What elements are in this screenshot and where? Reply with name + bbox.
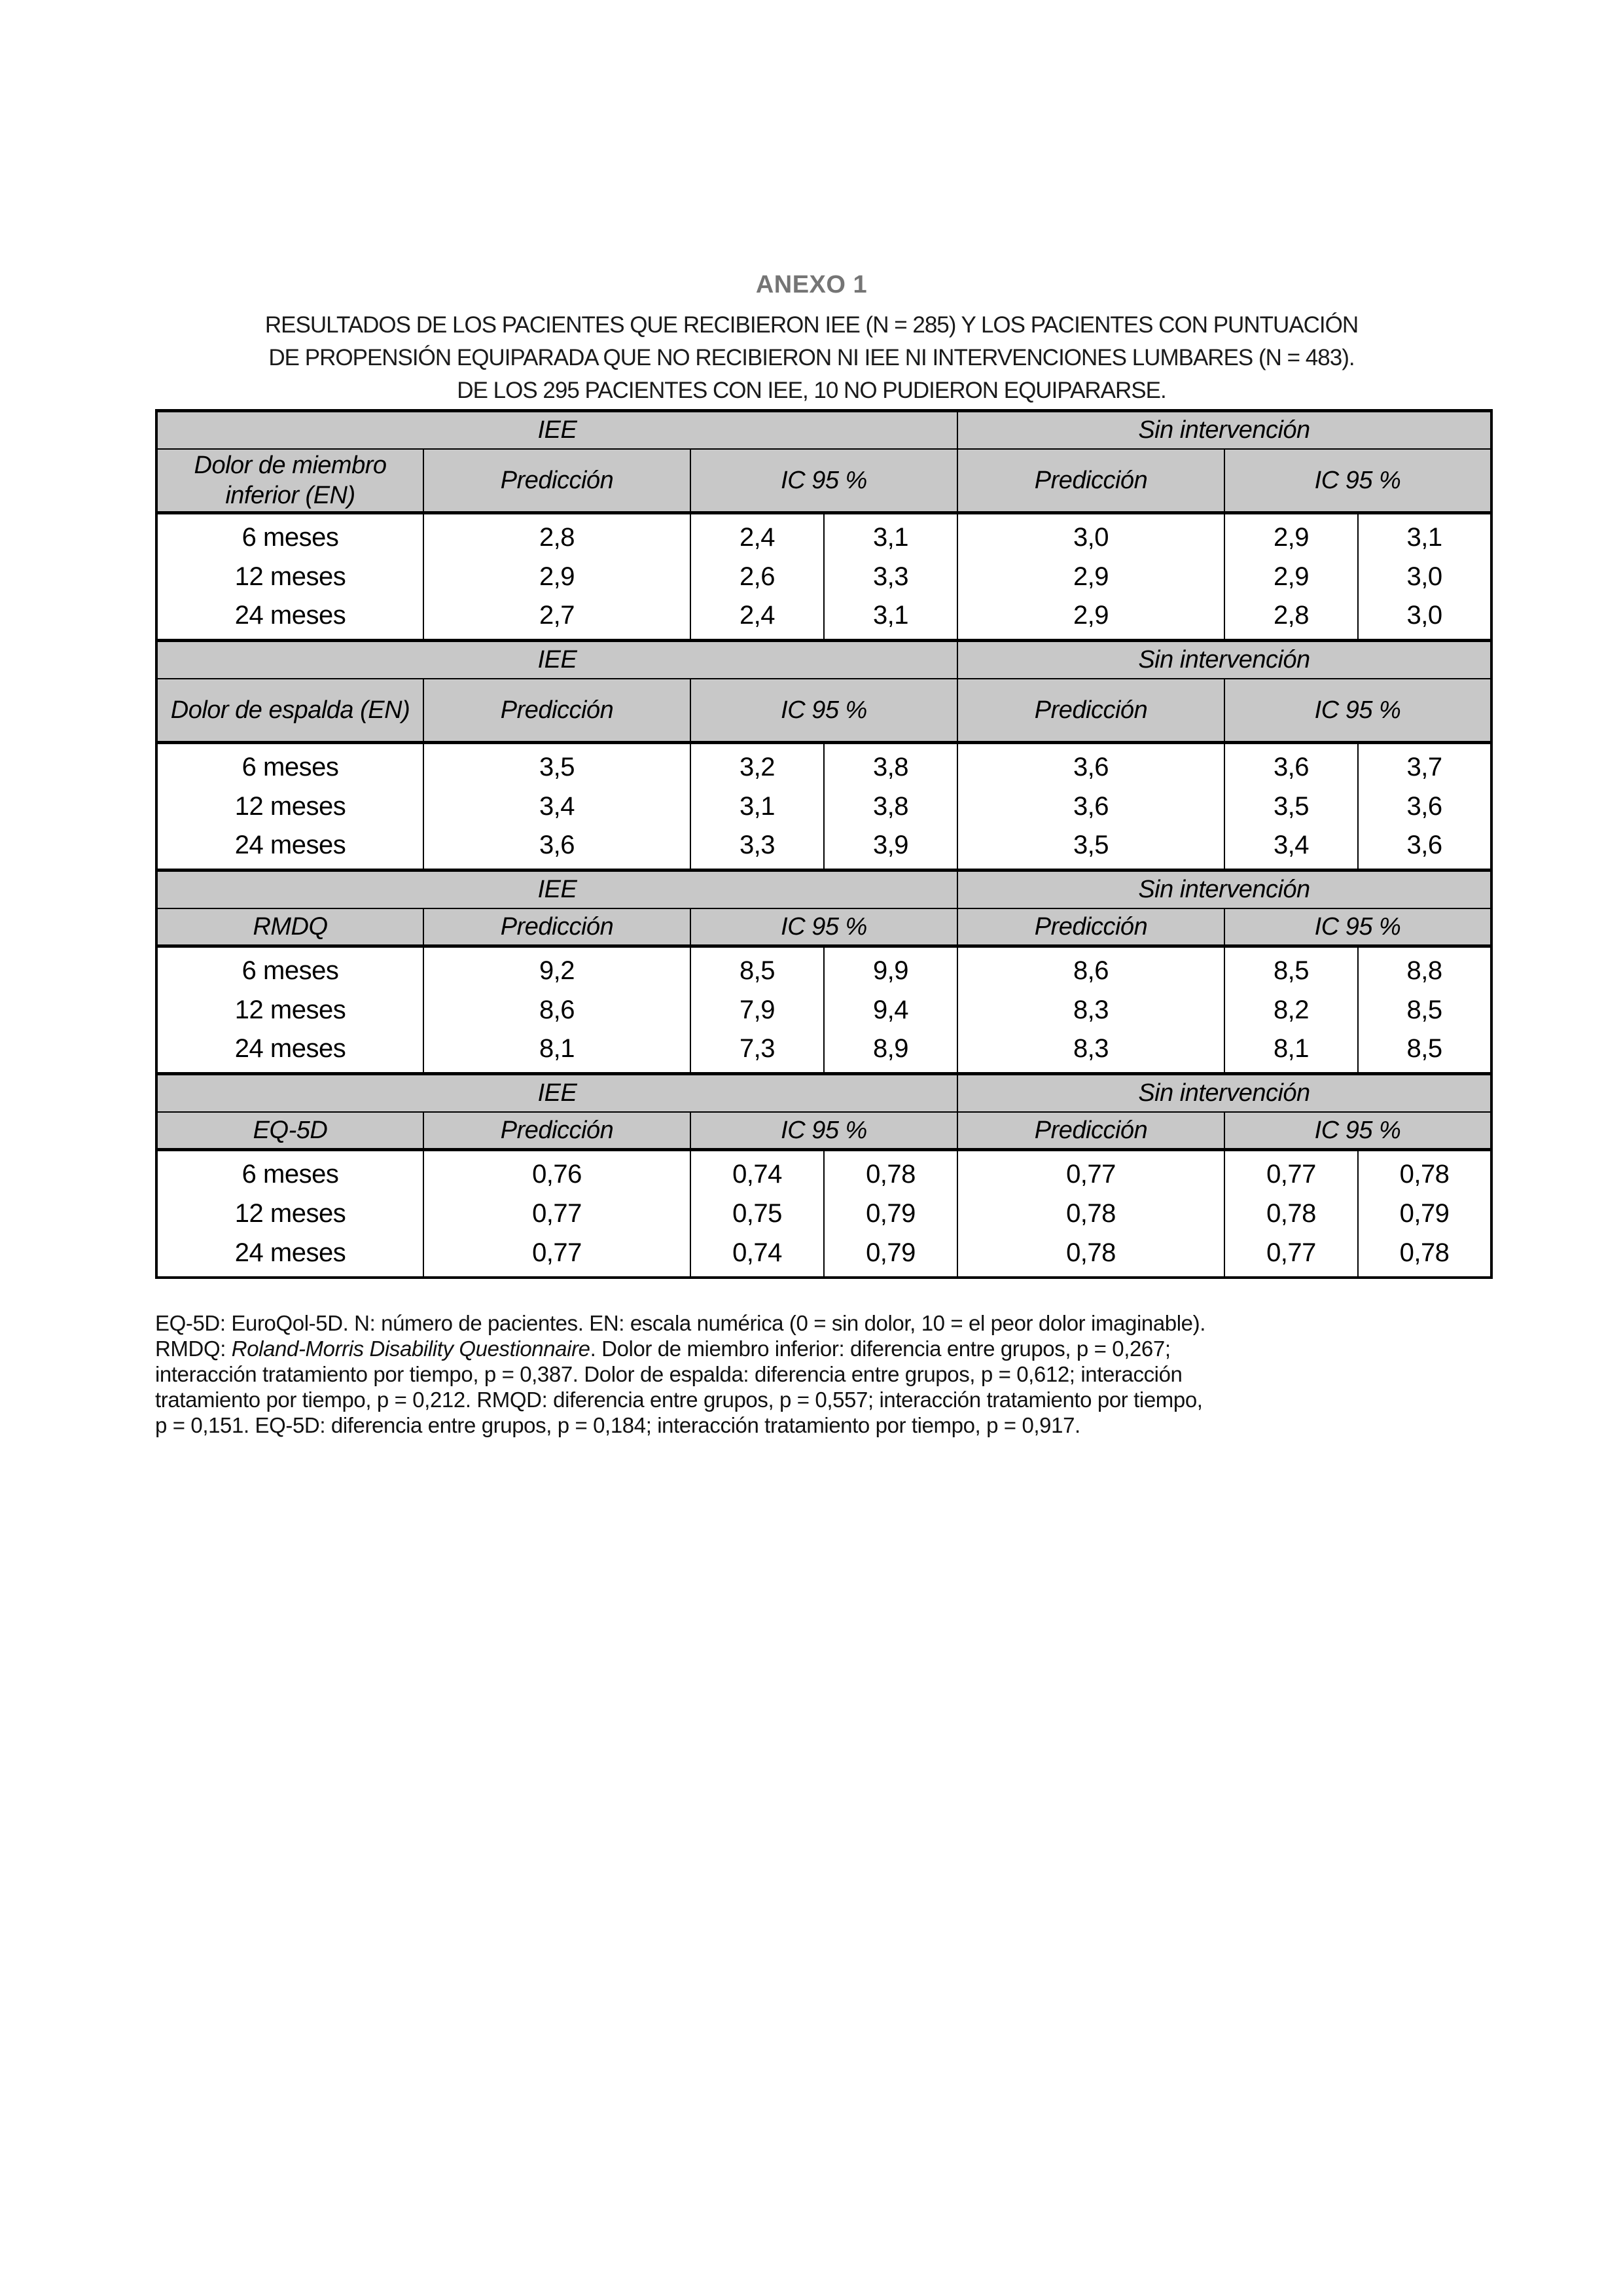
value-cell: 8,6 (957, 946, 1224, 989)
table-row (156, 946, 1491, 989)
value-cell: 2,9 (957, 556, 1224, 598)
col-header-prediction: Predicción (423, 449, 690, 513)
value-cell: 8,2 (1224, 989, 1358, 1031)
table-row (156, 1150, 1491, 1193)
table-row (156, 513, 1491, 556)
caption-line: DE LOS 295 PACIENTES CON IEE, 10 NO PUDIERON EQUIPARARSE. (457, 378, 1166, 403)
table-row (156, 989, 1491, 1031)
col-header-prediction: Predicción (957, 1112, 1224, 1150)
group-header-iee: IEE (156, 641, 957, 679)
row-label: 6 meses (156, 743, 423, 785)
table-row (156, 785, 1491, 828)
footnote-line: interacción tratamiento por tiempo, p = 0,387. Dolor de espalda: diferencia entre grupos, p = 0,612; interacción (155, 1362, 1183, 1386)
col-header-prediction: Predicción (957, 679, 1224, 743)
value-cell: 3,6 (1224, 743, 1358, 785)
value-cell: 0,74 (690, 1150, 824, 1193)
value-cell: 3,6 (957, 785, 1224, 828)
value-cell: 0,75 (690, 1193, 824, 1235)
table-row (156, 828, 1491, 870)
column-header-row (156, 1112, 1491, 1150)
value-cell: 9,9 (824, 946, 957, 989)
row-label: 6 meses (156, 513, 423, 556)
value-cell: 8,5 (690, 946, 824, 989)
footnote-line: tratamiento por tiempo, p = 0,212. RMQD: diferencia entre grupos, p = 0,557; interacción tratamiento por tiempo, (155, 1388, 1203, 1412)
value-cell: 8,3 (957, 989, 1224, 1031)
value-cell: 3,3 (824, 556, 957, 598)
value-cell: 8,9 (824, 1031, 957, 1074)
value-cell: 3,4 (1224, 828, 1358, 870)
table-row (156, 1031, 1491, 1074)
group-header-no-intervention: Sin intervención (957, 870, 1491, 908)
col-header-ci: IC 95 % (1224, 679, 1491, 743)
value-cell: 7,9 (690, 989, 824, 1031)
value-cell: 3,5 (957, 828, 1224, 870)
section-label: RMDQ (156, 908, 423, 946)
col-header-ci: IC 95 % (690, 449, 957, 513)
group-header-iee: IEE (156, 1074, 957, 1112)
value-cell: 0,77 (423, 1235, 690, 1278)
row-label: 12 meses (156, 556, 423, 598)
value-cell: 8,3 (957, 1031, 1224, 1074)
value-cell: 0,78 (824, 1150, 957, 1193)
value-cell: 2,7 (423, 598, 690, 641)
row-label: 12 meses (156, 785, 423, 828)
row-label: 24 meses (156, 1235, 423, 1278)
value-cell: 3,0 (1358, 598, 1491, 641)
col-header-ci: IC 95 % (1224, 908, 1491, 946)
column-header-row (156, 449, 1491, 513)
group-header-row (156, 870, 1491, 908)
section-label: EQ-5D (156, 1112, 423, 1150)
value-cell: 9,4 (824, 989, 957, 1031)
section-label: Dolor de miembro inferior (EN) (156, 449, 423, 513)
value-cell: 3,7 (1358, 743, 1491, 785)
value-cell: 0,79 (824, 1193, 957, 1235)
value-cell: 3,0 (1358, 556, 1491, 598)
footnote-italic-text: Roland-Morris Disability Questionnaire (231, 1336, 590, 1361)
footnote-line: p = 0,151. EQ-5D: diferencia entre grupos, p = 0,184; interacción tratamiento por tiempo, p = 0,917. (155, 1413, 1080, 1437)
value-cell: 0,78 (957, 1235, 1224, 1278)
value-cell: 7,3 (690, 1031, 824, 1074)
value-cell: 3,0 (957, 513, 1224, 556)
value-cell: 0,78 (1358, 1150, 1491, 1193)
col-header-ci: IC 95 % (690, 679, 957, 743)
value-cell: 0,76 (423, 1150, 690, 1193)
value-cell: 3,1 (824, 513, 957, 556)
value-cell: 0,78 (1358, 1235, 1491, 1278)
value-cell: 3,5 (1224, 785, 1358, 828)
value-cell: 3,1 (1358, 513, 1491, 556)
footnote-line: EQ-5D: EuroQol-5D. N: número de pacientes. EN: escala numérica (0 = sin dolor, 10 = el peor dolor imaginable). (155, 1311, 1205, 1335)
col-header-prediction: Predicción (957, 449, 1224, 513)
col-header-prediction: Predicción (423, 908, 690, 946)
value-cell: 0,77 (423, 1193, 690, 1235)
value-cell: 8,5 (1224, 946, 1358, 989)
value-cell: 8,1 (1224, 1031, 1358, 1074)
value-cell: 0,79 (1358, 1193, 1491, 1235)
value-cell: 0,77 (957, 1150, 1224, 1193)
caption-line: RESULTADOS DE LOS PACIENTES QUE RECIBIERON IEE (N = 285) Y LOS PACIENTES CON PUNTUACIÓN (264, 312, 1359, 338)
value-cell: 8,1 (423, 1031, 690, 1074)
value-cell: 0,78 (1224, 1193, 1358, 1235)
value-cell: 3,9 (824, 828, 957, 870)
value-cell: 8,8 (1358, 946, 1491, 989)
value-cell: 3,3 (690, 828, 824, 870)
value-cell: 3,8 (824, 785, 957, 828)
row-label: 12 meses (156, 1193, 423, 1235)
section-label: Dolor de espalda (EN) (156, 679, 423, 743)
value-cell: 3,6 (423, 828, 690, 870)
row-label: 24 meses (156, 598, 423, 641)
col-header-ci: IC 95 % (690, 908, 957, 946)
table-row (156, 598, 1491, 641)
value-cell: 3,2 (690, 743, 824, 785)
value-cell: 3,1 (690, 785, 824, 828)
value-cell: 0,74 (690, 1235, 824, 1278)
col-header-prediction: Predicción (957, 908, 1224, 946)
value-cell: 2,9 (957, 598, 1224, 641)
value-cell: 3,5 (423, 743, 690, 785)
value-cell: 3,6 (957, 743, 1224, 785)
group-header-row (156, 411, 1491, 449)
value-cell: 0,78 (957, 1193, 1224, 1235)
column-header-row (156, 908, 1491, 946)
row-label: 12 meses (156, 989, 423, 1031)
col-header-ci: IC 95 % (1224, 1112, 1491, 1150)
footnote-text: RMDQ: (155, 1336, 232, 1361)
col-header-prediction: Predicción (423, 679, 690, 743)
group-header-iee: IEE (156, 870, 957, 908)
group-header-iee: IEE (156, 411, 957, 449)
value-cell: 2,4 (690, 598, 824, 641)
row-label: 24 meses (156, 828, 423, 870)
group-header-no-intervention: Sin intervención (957, 1074, 1491, 1112)
table-row (156, 1193, 1491, 1235)
value-cell: 8,5 (1358, 989, 1491, 1031)
value-cell: 2,9 (1224, 513, 1358, 556)
group-header-no-intervention: Sin intervención (957, 411, 1491, 449)
footnote-text: . Dolor de miembro inferior: diferencia entre grupos, p = 0,267; (590, 1336, 1171, 1361)
value-cell: 2,9 (423, 556, 690, 598)
value-cell: 3,4 (423, 785, 690, 828)
value-cell: 0,77 (1224, 1150, 1358, 1193)
footnote-line (155, 1336, 1503, 1361)
value-cell: 2,9 (1224, 556, 1358, 598)
column-header-row (156, 679, 1491, 743)
row-label: 6 meses (156, 946, 423, 989)
value-cell: 2,6 (690, 556, 824, 598)
table-row (156, 743, 1491, 785)
value-cell: 3,6 (1358, 828, 1491, 870)
row-label: 6 meses (156, 1150, 423, 1193)
value-cell: 3,6 (1358, 785, 1491, 828)
value-cell: 0,77 (1224, 1235, 1358, 1278)
table-row (156, 1235, 1491, 1278)
table-caption (79, 309, 1544, 407)
caption-line: DE PROPENSIÓN EQUIPARADA QUE NO RECIBIERON NI IEE NI INTERVENCIONES LUMBARES (N = 483). (268, 345, 1355, 370)
value-cell: 3,8 (824, 743, 957, 785)
value-cell: 2,4 (690, 513, 824, 556)
value-cell: 8,6 (423, 989, 690, 1031)
group-header-no-intervention: Sin intervención (957, 641, 1491, 679)
col-header-prediction: Predicción (423, 1112, 690, 1150)
page-title: ANEXO 1 (755, 271, 868, 298)
value-cell: 3,1 (824, 598, 957, 641)
group-header-row (156, 641, 1491, 679)
value-cell: 9,2 (423, 946, 690, 989)
value-cell: 2,8 (423, 513, 690, 556)
col-header-ci: IC 95 % (1224, 449, 1491, 513)
value-cell: 0,79 (824, 1235, 957, 1278)
footnote (155, 1310, 1503, 1438)
value-cell: 8,5 (1358, 1031, 1491, 1074)
col-header-ci: IC 95 % (690, 1112, 957, 1150)
row-label: 24 meses (156, 1031, 423, 1074)
results-table (155, 409, 1493, 1279)
group-header-row (156, 1074, 1491, 1112)
value-cell: 2,8 (1224, 598, 1358, 641)
table-row (156, 556, 1491, 598)
